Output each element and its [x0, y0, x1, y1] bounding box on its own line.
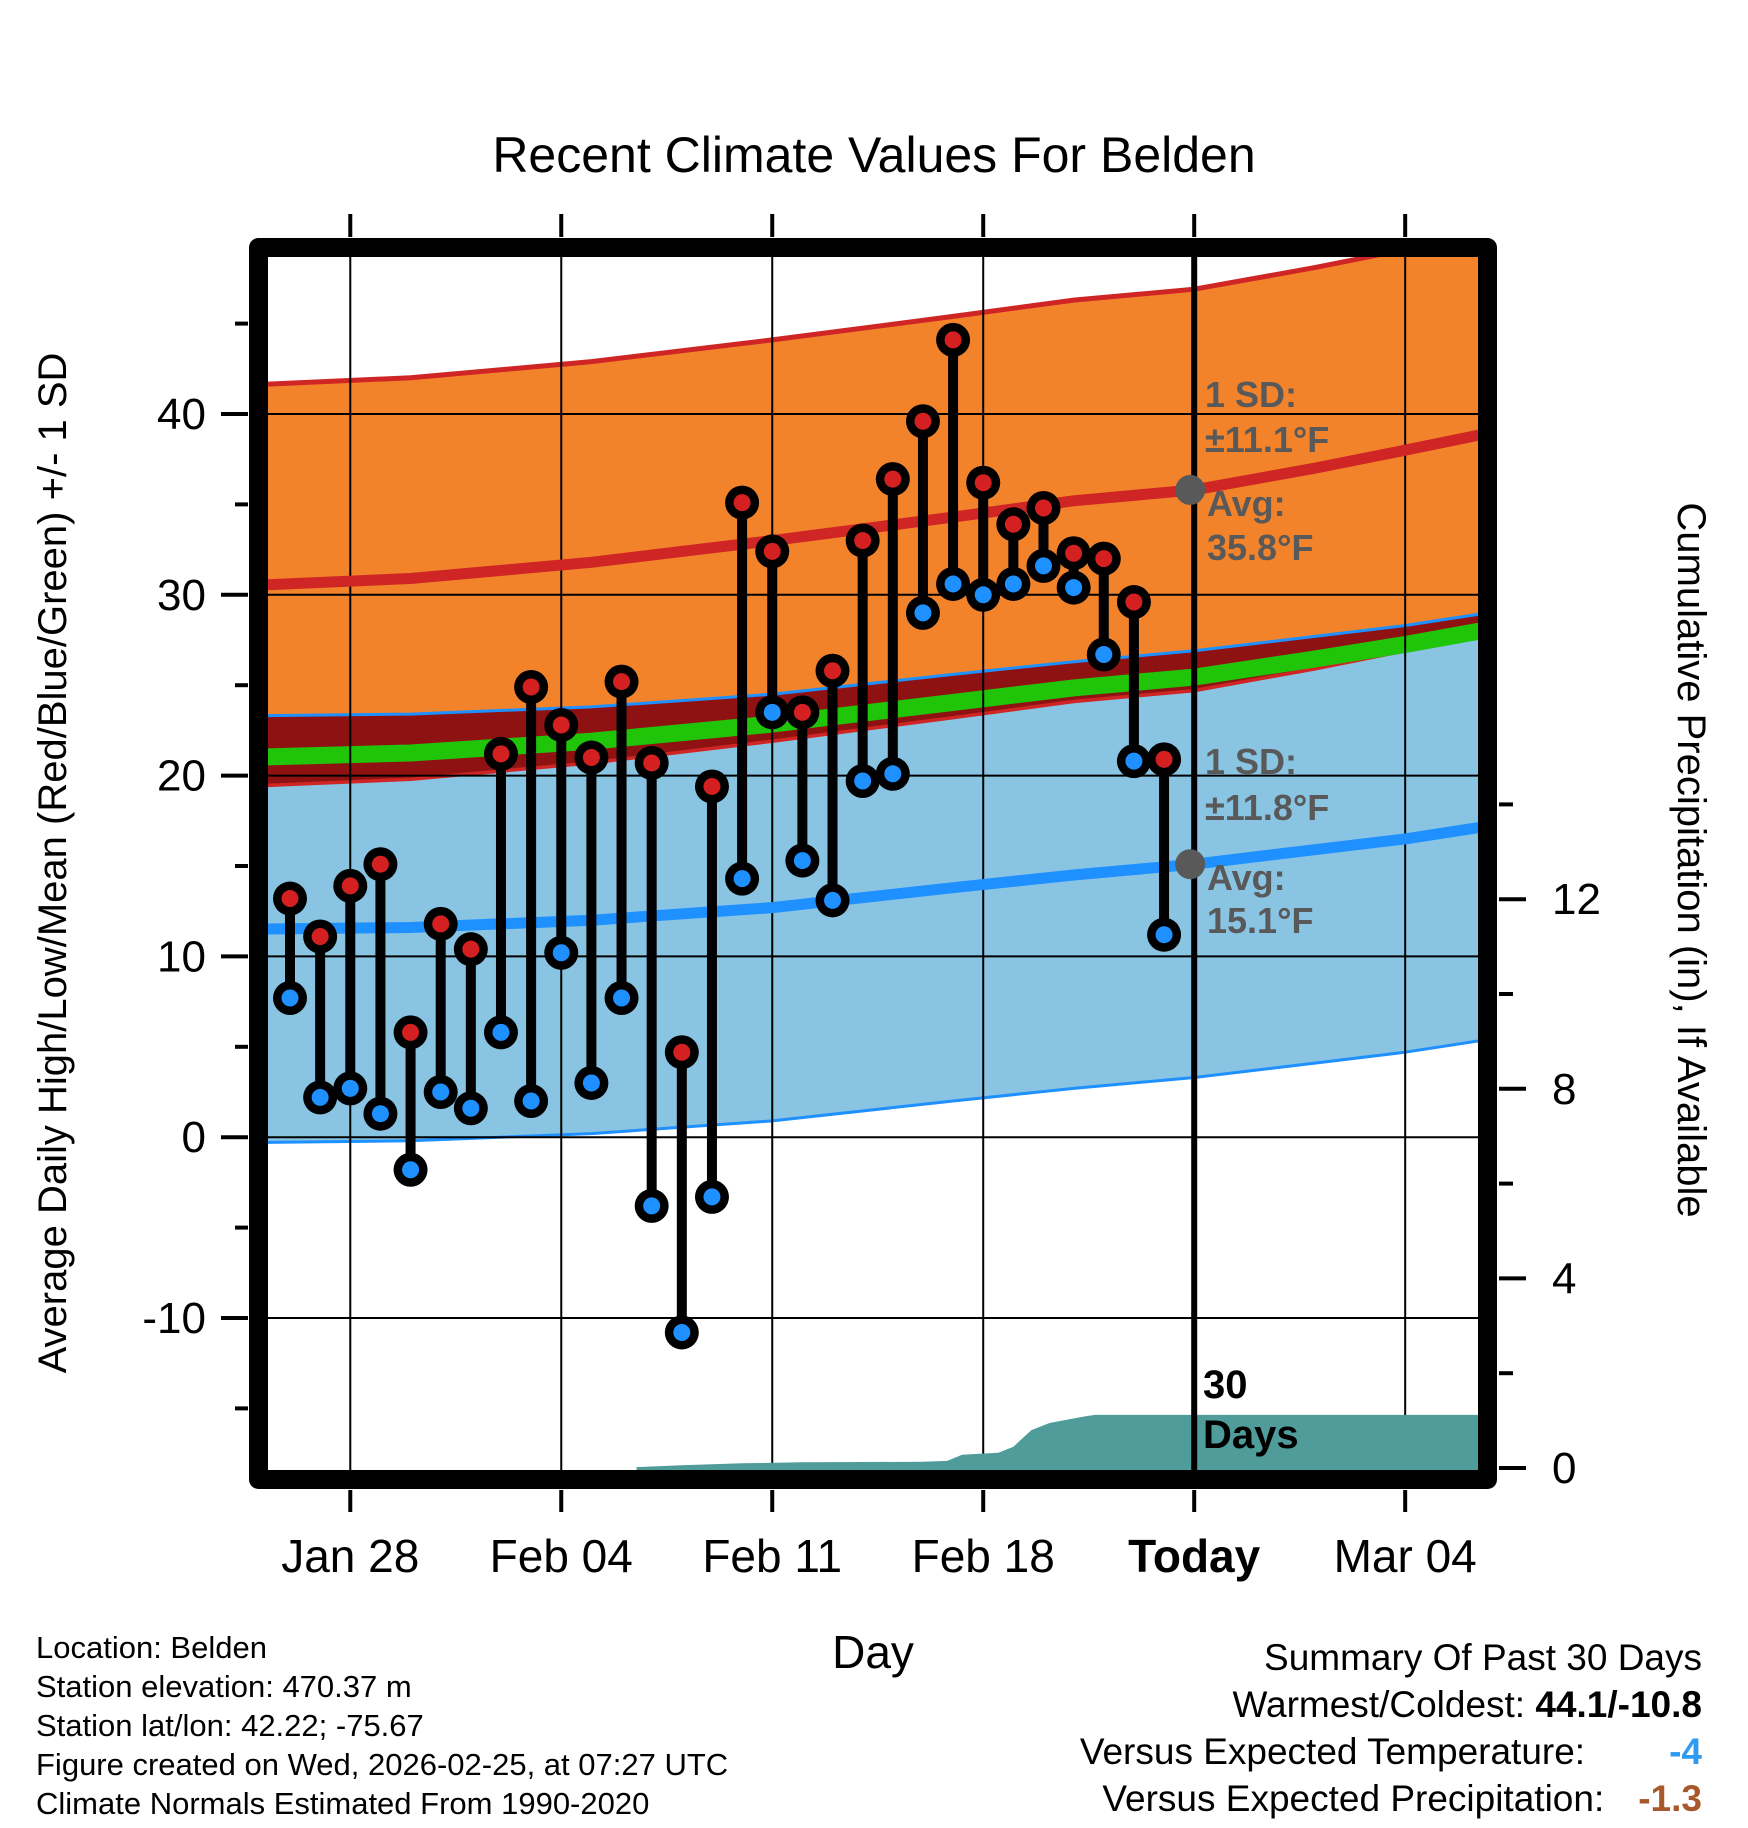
- avg-low-marker: [1175, 849, 1205, 879]
- y-left-tick-label: 20: [157, 751, 206, 801]
- low-dot: [523, 1093, 540, 1110]
- station-elevation: Station elevation: 470.37 m: [36, 1669, 412, 1704]
- y-left-tick-label: 10: [157, 932, 206, 982]
- summary-heading: Summary Of Past 30 Days: [1264, 1637, 1702, 1678]
- summary-vs-precip: [1080, 1775, 1702, 1822]
- high-dot: [824, 662, 841, 679]
- high-dot: [643, 754, 660, 771]
- plot-area: [245, 228, 1511, 1470]
- summary-warmest-coldest: [1080, 1681, 1702, 1728]
- high-dot: [462, 941, 479, 958]
- low-dot: [402, 1161, 419, 1178]
- figure-created: Figure created on Wed, 2026-02-25, at 07:27 UTC: [36, 1747, 729, 1782]
- high-dot: [673, 1044, 690, 1061]
- climate-normals-note: Climate Normals Estimated From 1990-2020: [36, 1786, 650, 1821]
- low-dot: [432, 1084, 449, 1101]
- high-dot: [342, 877, 359, 894]
- vs-precip-label: Versus Expected Precipitation:: [1102, 1778, 1605, 1819]
- low-dot: [1005, 575, 1022, 592]
- low-sd-annotation: ±11.8°F: [1205, 787, 1330, 828]
- high-dot: [1125, 594, 1142, 611]
- summary-panel: [1080, 1634, 1702, 1822]
- low-dot: [734, 870, 751, 887]
- high-sd-annotation: ±11.1°F: [1205, 419, 1330, 460]
- station-info: [36, 1628, 728, 1823]
- station-latlon: Station lat/lon: 42.22; -75.67: [36, 1708, 424, 1743]
- low-dot: [462, 1100, 479, 1117]
- low-dot: [312, 1089, 329, 1106]
- high-dot: [734, 494, 751, 511]
- high-dot: [1035, 500, 1052, 517]
- vs-temp-label: Versus Expected Temperature:: [1079, 1731, 1586, 1772]
- high-dot: [583, 749, 600, 766]
- low-dot: [372, 1105, 389, 1122]
- high-dot: [1095, 550, 1112, 567]
- low-avg-annotation: Avg:: [1207, 857, 1286, 898]
- high-sd-annotation: 1 SD:: [1205, 374, 1298, 415]
- high-avg-annotation: Avg:: [1207, 483, 1286, 524]
- high-dot: [523, 679, 540, 696]
- high-dot: [794, 704, 811, 721]
- high-dot: [854, 532, 871, 549]
- high-dot: [492, 745, 509, 762]
- high-dot: [703, 778, 720, 795]
- x-tick-label: Today: [1128, 1530, 1261, 1582]
- high-dot: [975, 474, 992, 491]
- vs-precip-value: -1.3: [1638, 1778, 1702, 1819]
- low-dot: [342, 1080, 359, 1097]
- high-dot: [312, 928, 329, 945]
- summary-vs-temp: [1080, 1728, 1702, 1775]
- low-dot: [613, 989, 630, 1006]
- high-dot: [613, 673, 630, 690]
- low-dot: [824, 892, 841, 909]
- low-dot: [583, 1074, 600, 1091]
- low-dot: [553, 944, 570, 961]
- low-dot: [764, 704, 781, 721]
- low-dot: [1095, 646, 1112, 663]
- x-axis-title: Day: [832, 1626, 914, 1678]
- high-avg-annotation: 35.8°F: [1207, 527, 1314, 568]
- low-dot: [794, 852, 811, 869]
- y-left-tick-label: 0: [181, 1113, 206, 1163]
- high-dot: [432, 915, 449, 932]
- low-dot: [975, 586, 992, 603]
- high-dot: [402, 1024, 419, 1041]
- x-tick-label: Mar 04: [1333, 1530, 1477, 1582]
- low-dot: [1065, 579, 1082, 596]
- low-dot: [884, 765, 901, 782]
- precip-days-label: Days: [1203, 1413, 1299, 1457]
- warmest-label: Warmest/Coldest:: [1232, 1684, 1536, 1725]
- y-left-tick-label: 30: [157, 570, 206, 620]
- low-dot: [492, 1024, 509, 1041]
- station-location: Location: Belden: [36, 1630, 267, 1665]
- low-dot: [282, 989, 299, 1006]
- low-dot: [945, 575, 962, 592]
- low-dot: [643, 1197, 660, 1214]
- high-dot: [553, 716, 570, 733]
- low-dot: [1125, 753, 1142, 770]
- y-right-tick-label: 12: [1552, 875, 1601, 925]
- x-tick-label: Feb 18: [911, 1530, 1055, 1582]
- low-dot: [854, 773, 871, 790]
- x-tick-label: Jan 28: [281, 1530, 420, 1582]
- page-title: Recent Climate Values For Belden: [492, 127, 1256, 183]
- y-left-tick-label: 40: [157, 390, 206, 439]
- warmest-value: 44.1/-10.8: [1535, 1684, 1702, 1725]
- avg-high-marker: [1175, 475, 1205, 505]
- low-dot: [914, 604, 931, 621]
- y-right-axis-title: Cumulative Precipitation (in), If Available: [1669, 502, 1713, 1218]
- y-left-axis-title: Average Daily High/Low/Mean (Red/Blue/Green) +/- 1 SD: [31, 352, 75, 1374]
- y-right-tick-label: 8: [1552, 1064, 1577, 1114]
- low-dot: [703, 1188, 720, 1205]
- vs-temp-value: -4: [1669, 1731, 1702, 1772]
- low-dot: [1035, 557, 1052, 574]
- x-tick-label: Feb 04: [489, 1530, 633, 1582]
- high-dot: [372, 856, 389, 873]
- high-dot: [1065, 545, 1082, 562]
- high-dot: [282, 890, 299, 907]
- high-dot: [945, 331, 962, 348]
- high-dot: [1156, 751, 1173, 768]
- high-dot: [884, 471, 901, 488]
- high-dot: [914, 413, 931, 430]
- precip-days-label: 30: [1203, 1363, 1248, 1407]
- y-right-tick-label: 4: [1552, 1254, 1577, 1304]
- y-left-tick-label: -10: [142, 1294, 206, 1343]
- high-dot: [764, 543, 781, 560]
- low-sd-annotation: 1 SD:: [1205, 741, 1298, 782]
- high-dot: [1005, 516, 1022, 533]
- low-avg-annotation: 15.1°F: [1207, 900, 1314, 941]
- cumulative-precip-area: [637, 1415, 1511, 1470]
- x-tick-label: Feb 11: [702, 1530, 843, 1582]
- low-dot: [1156, 926, 1173, 943]
- low-dot: [673, 1324, 690, 1341]
- y-right-tick-label: 0: [1552, 1444, 1577, 1493]
